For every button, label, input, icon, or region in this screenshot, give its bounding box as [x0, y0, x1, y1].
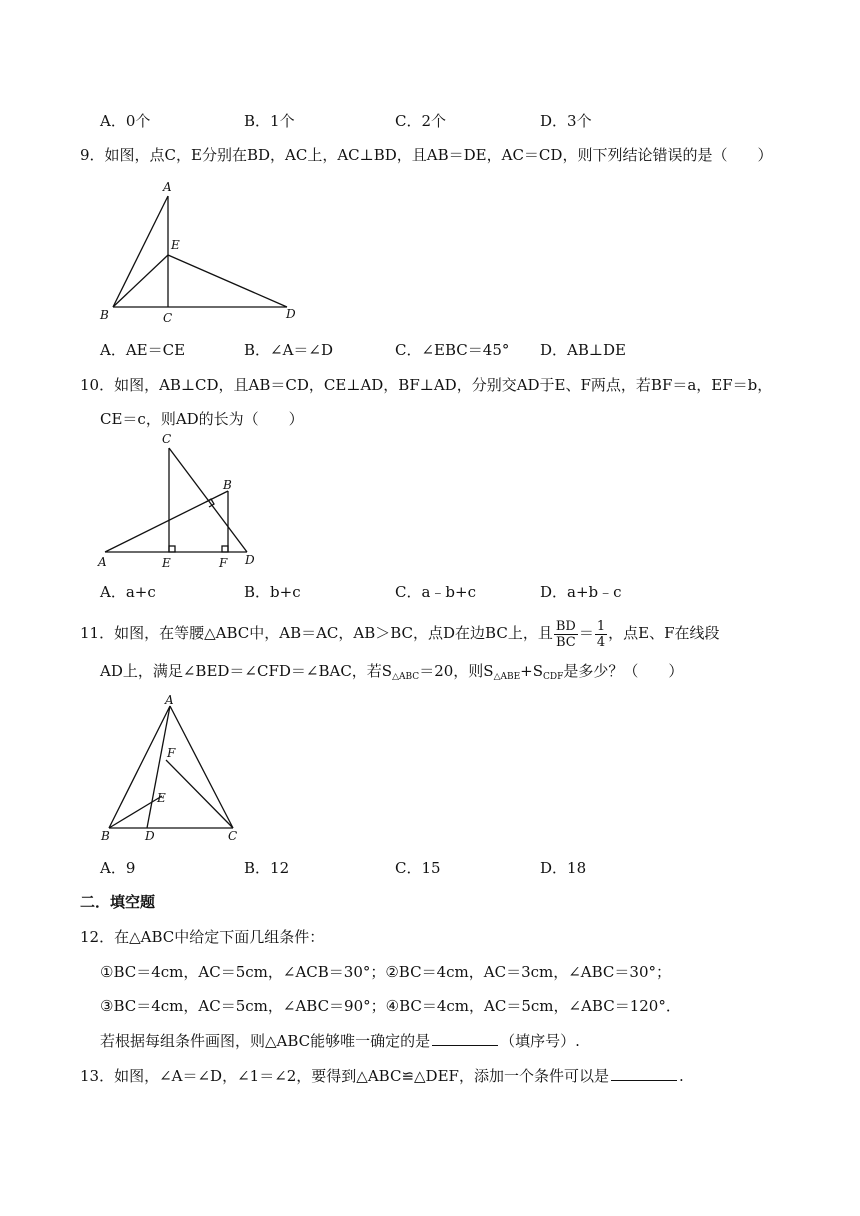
q9-label-b: B [100, 308, 109, 322]
q12-conditions-line2: ③BC＝4cm，AC＝5cm，∠ABC＝90°；④BC＝4cm，AC＝5cm，∠ABC＝120°． [100, 997, 681, 1015]
q11-label-e: E [157, 791, 166, 805]
q9-option-c: C．∠EBC＝45° [395, 341, 510, 359]
q10-label-d: D [245, 553, 255, 567]
q12-question-line: 若根据每组条件画图，则△ABC能够唯一确定的是 （填序号）. [100, 1032, 580, 1050]
q8-option-d: D．3个 [540, 112, 592, 130]
q10-option-d: D．a+b﹣c [540, 583, 622, 601]
q10-label-b: B [223, 478, 232, 492]
q11-option-c: C．15 [395, 859, 441, 877]
q11-label-d: D [145, 829, 155, 843]
q9-segment-ab [113, 196, 168, 307]
q8-option-a: A．0个 [100, 112, 151, 130]
q11-stem-line1: 11．如图，在等腰△ABC中，AB＝AC，AB＞BC，点D在边BC上，且 $\frac{BD}{BC}$ ＝ $\frac{1}{4}$ ，点E、F在线段 [80, 618, 720, 650]
q11-option-b: B．12 [244, 859, 290, 877]
q11-option-a: A．9 [100, 859, 136, 877]
q10-figure [95, 430, 265, 572]
q10-stem-line1: 10．如图，AB⊥CD，且AB＝CD，CE⊥AD，BF⊥AD，分别交AD于E、F两点，若BF＝a，EF＝b， [80, 376, 773, 394]
q10-stem-line2: CE＝c，则AD的长为（ ） [100, 410, 304, 428]
q13-stem: 13．如图，∠A＝∠D，∠1＝∠2，要得到△ABC≌△DEF，添加一个条件可以是 . [80, 1067, 684, 1085]
q8-option-c: C．2个 [395, 112, 447, 130]
q9-label-c: C [163, 311, 173, 325]
q9-segment-be [113, 255, 168, 307]
q11-segment-ac [170, 706, 233, 828]
q10-right-angle-e [169, 546, 175, 552]
q12-conditions-line1: ①BC＝4cm，AC＝5cm，∠ACB＝30°；②BC＝4cm，AC＝3cm，∠ABC＝30°； [100, 963, 671, 981]
q11-figure [95, 694, 255, 844]
q11-label-b: B [101, 829, 110, 843]
q9-option-d: D．AB⊥DE [540, 341, 626, 359]
q9-label-a: A [163, 180, 172, 194]
q12-stem: 12．在△ABC中给定下面几组条件： [80, 928, 325, 946]
q11-fraction-bd-bc: $\frac{BD}{BC}$ [555, 618, 576, 650]
q9-segment-ed [168, 255, 287, 307]
q11-label-f: F [167, 746, 176, 760]
q9-label-e: E [171, 238, 180, 252]
q10-segment-cd [169, 448, 247, 552]
q12-answer-blank[interactable] [432, 1031, 498, 1046]
q10-label-f: F [219, 556, 228, 570]
q11-fraction-one-quarter: $\frac{1}{4}$ [596, 618, 606, 650]
q11-option-d: D．18 [540, 859, 587, 877]
q13-answer-blank[interactable] [611, 1066, 677, 1081]
q11-segment-cf [166, 760, 233, 828]
q10-right-angle-f [222, 546, 228, 552]
q9-stem: 9．如图，点C，E分别在BD，AC上，AC⊥BD，且AB＝DE，AC＝CD，则下列结论错误的是（ ） [80, 146, 773, 164]
q8-option-b: B．1个 [244, 112, 295, 130]
q9-label-d: D [286, 307, 296, 321]
q10-option-a: A．a+c [100, 583, 156, 601]
q10-label-a: A [98, 555, 107, 569]
q11-segment-ad [147, 706, 170, 828]
q10-option-c: C．a﹣b+c [395, 583, 476, 601]
q10-label-e: E [162, 556, 171, 570]
q10-option-b: B．b+c [244, 583, 301, 601]
q11-label-c: C [228, 829, 238, 843]
q11-stem-line2: AD上，满足∠BED＝∠CFD＝∠BAC，若$S_{\triangle ABC}=20$，则$S_{\triangle ABE}+S_{CDF}$是多少？（ ） [100, 662, 684, 682]
q10-label-c: C [162, 432, 172, 446]
section-fill-in-blank-title: 二．填空题 [80, 893, 156, 911]
q11-label-a: A [165, 694, 174, 707]
q9-figure [95, 176, 315, 328]
q9-option-a: A．AE＝CE [100, 341, 186, 359]
q9-option-b: B．∠A＝∠D [244, 341, 334, 359]
